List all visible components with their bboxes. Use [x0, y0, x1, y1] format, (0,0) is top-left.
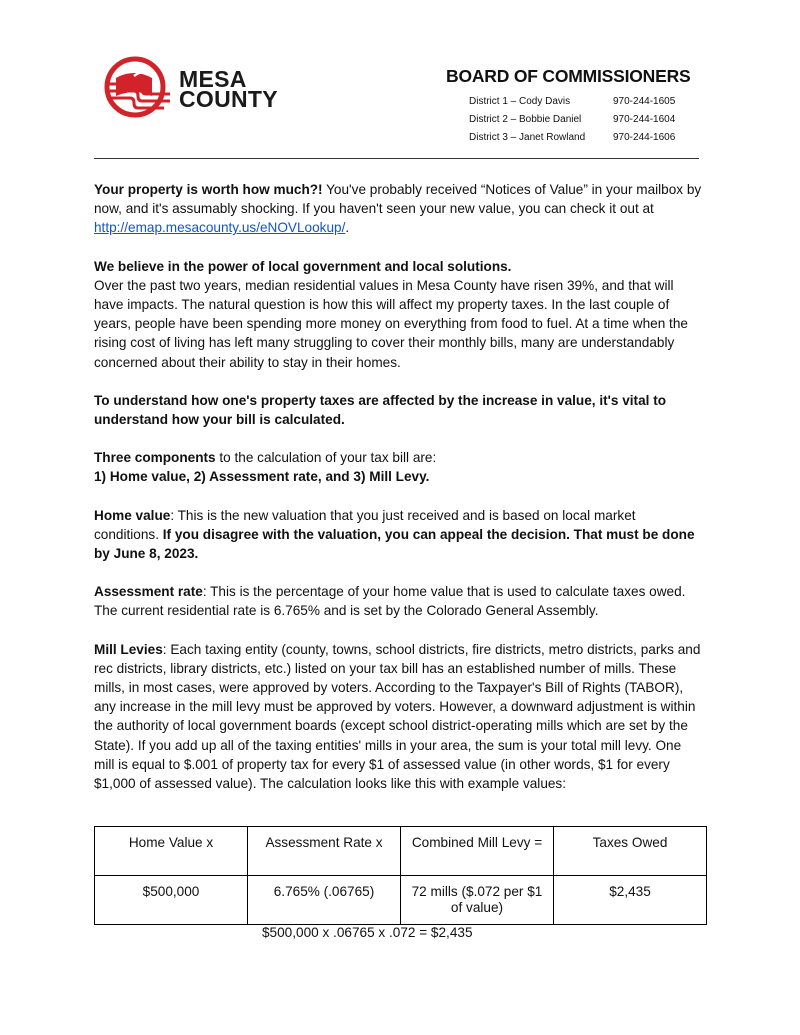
district-row — [469, 111, 675, 129]
table-header-row — [95, 827, 707, 876]
home-value-label: Home value — [94, 507, 171, 523]
letter-body — [94, 180, 704, 812]
assessment-rate-text: : This is the percentage of your home value that is used to calculate taxes owed. The current residential rate is 6.765% and is set by the Colorado General Assembly. — [94, 584, 686, 619]
home-value-paragraph — [94, 506, 704, 564]
understand-paragraph — [94, 391, 704, 429]
table-cell: 6.765% (.06765) — [248, 876, 401, 925]
table-header-cell: Combined Mill Levy = — [401, 827, 554, 876]
district-phone: 970-244-1606 — [613, 132, 676, 143]
intro-text: You've probably received “Notices of Value” in your mailbox by now, and it's assumably shocking. If you haven't seen your new value, you can check it out at — [94, 182, 702, 217]
table-cell: $500,000 — [95, 876, 248, 925]
tax-calculation-table — [94, 826, 707, 925]
logo-line-1: MESA — [179, 66, 247, 92]
logo-wordmark — [179, 66, 278, 112]
local-government-heading: We believe in the power of local government and local solutions. — [94, 258, 512, 274]
table-header-cell: Home Value x — [95, 827, 248, 876]
components-text: to the calculation of your tax bill are: — [215, 450, 437, 466]
mill-levies-paragraph — [94, 640, 704, 794]
district-row — [469, 129, 675, 147]
assessment-rate-label: Assessment rate — [94, 584, 203, 600]
table-row — [95, 876, 707, 925]
understand-text: To understand how one's property taxes are affected by the increase in value, it's vital to understand how your bill is calculated. — [94, 392, 667, 428]
district-name: District 2 – Bobbie Daniel — [469, 114, 582, 125]
header-divider — [94, 158, 699, 159]
intro-question: Your property is worth how much?! — [94, 182, 323, 197]
local-government-text: Over the past two years, median residential values in Mesa County have risen 39%, and that will have impacts. The natural question is how this will affect my property taxes. In the last couple of years, people have been spending more money on everything from food to fuel. At a time when the rising cost of living has left many struggling to cover their monthly bills, many are understandably concerned about their ability to stay in their homes. — [94, 277, 688, 370]
calculation-formula: $500,000 x .06765 x .072 = $2,435 — [262, 925, 473, 940]
home-value-text: : This is the new valuation that you just received and is based on local market conditions. — [94, 507, 636, 542]
board-title: BOARD OF COMMISSIONERS — [446, 66, 691, 86]
district-phone: 970-244-1605 — [613, 96, 676, 107]
components-paragraph — [94, 448, 704, 486]
table-cell: $2,435 — [554, 876, 707, 925]
district-name: District 1 – Cody Davis — [469, 96, 571, 107]
components-label: Three components — [94, 450, 216, 466]
mesa-county-logo — [104, 56, 284, 118]
intro-period: . — [345, 220, 350, 236]
table-cell: 72 mills ($.072 per $1 of value) — [401, 876, 554, 925]
mill-levies-label: Mill Levies — [94, 641, 163, 657]
table-header-cell: Taxes Owed — [554, 827, 707, 876]
table-header-cell: Assessment Rate x — [248, 827, 401, 876]
district-contacts — [469, 93, 675, 147]
components-list: 1) Home value, 2) Assessment rate, and 3) Mill Levy. — [94, 469, 430, 485]
enov-lookup-link[interactable]: http://emap.mesacounty.us/eNOVLookup/ — [94, 220, 346, 236]
intro-paragraph — [94, 180, 704, 238]
district-name: District 3 – Janet Rowland — [469, 132, 586, 143]
district-row — [469, 93, 675, 111]
local-government-paragraph — [94, 257, 704, 372]
appeal-notice: If you disagree with the valuation, you can appeal the decision. That must be done by June 8, 2023. — [94, 526, 695, 562]
district-phone: 970-244-1604 — [613, 114, 676, 125]
mill-levies-text: : Each taxing entity (county, towns, school districts, fire districts, metro districts, parks and rec districts, library districts, etc.) listed on your tax bill has an established number of mills. These mills, in most cases, were approved by voters. According to the Taxpayer's Bill of Rights (TABOR), any increase in the mill levy must be approved by voters. However, a downward adjustment is within the authority of local government boards (except school district-operating mills which are set by the State). If you add up all of the taxing entities' mills in your area, the sum is your total mill levy. One mill is equal to $.001 of property tax for every $1 of assessed value (in other words, $1 for every $1,000 of assessed value). The calculation looks like this with example values: — [94, 641, 701, 792]
logo-line-2: COUNTY — [179, 86, 278, 112]
assessment-rate-paragraph — [94, 582, 704, 620]
mesa-county-emblem-icon — [104, 56, 170, 118]
